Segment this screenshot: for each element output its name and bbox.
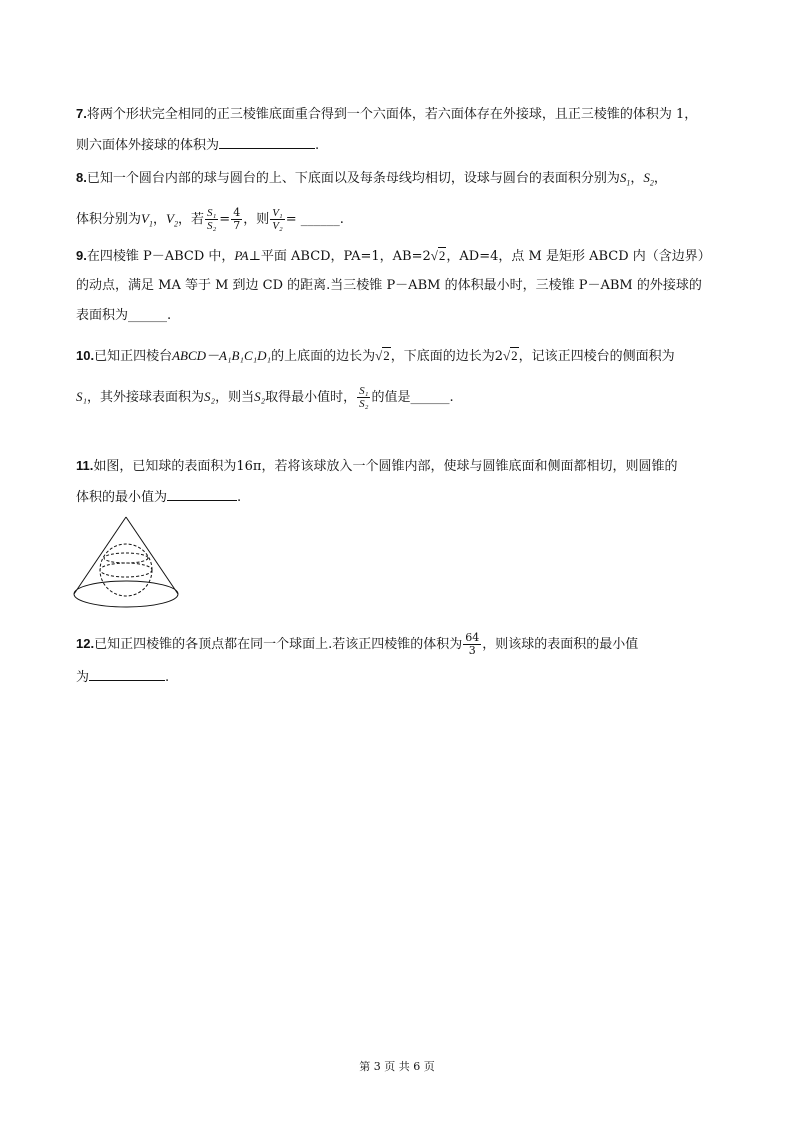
page-footer: 第 3 页 共 6 页 [359,1060,435,1073]
period: . [237,490,242,505]
question-text: 表面积为______. [76,308,172,323]
math-s2: S₂ [204,389,216,404]
question-text: ，则 [243,212,270,227]
coefficient: 2 [494,349,504,364]
comma: ， [653,171,667,186]
sqrt-2: √2 [430,248,446,263]
question-text: ，则当 [215,390,255,405]
question-text: 体积分别为 [76,212,142,227]
question-10-line-1 [76,346,675,367]
question-text: 取得最小值时， [265,390,357,405]
fraction-s1-s2: $\frac{\text{S₁}}{\text{S₂}}$ [206,207,217,232]
question-12-line-2 [76,666,169,688]
sqrt-2: √2 [503,348,518,363]
answer-blank [89,666,165,681]
question-8-line-2: 体积分别为$V_1$，$V_2$，若 $\frac{\text{S₁}}{\text{S₂}}$ = $\frac{4}{7}$ ，则 $\frac{\text{V₁}}{\text{V₂}}$ = ______. [76,206,344,232]
question-7-line-1 [76,104,697,125]
question-text: 已知正四棱锥的各顶点都在同一个球面上.若该正四棱锥的体积为 [94,637,463,652]
question-text: 体积的最小值为 [76,490,168,505]
fraction-s1-s2: $\frac{\text{S₁}}{\text{S₂}}$ [359,385,369,410]
coefficient: 2 [422,249,431,264]
question-text: 的动点，满足 MA 等于 M 到边 CD 的距离.当三棱锥 P－ABM 的体积最小时，三棱锥 P－ABM 的外接球的 [76,278,702,293]
question-text: 的值是______. [371,390,454,405]
answer-blank [219,134,315,149]
question-text: 则六面体外接球的体积为 [76,138,220,153]
sqrt-2: √2 [375,348,390,363]
question-12-line-1 [76,632,638,657]
question-8-line-1 [76,168,667,194]
period: . [315,138,320,153]
question-text: ，下底面的边长为 [390,349,495,364]
cone-diagram [70,514,182,612]
question-11-line-2 [76,486,241,508]
question-text: ，若 [177,212,204,227]
question-9-line-3 [76,306,171,326]
math-frustum: ABCD－A₁B₁C₁D₁ [172,348,272,363]
cone-sphere-figure [70,514,182,616]
question-number: 10. [76,348,95,363]
math-v1: $V_1$ [141,211,153,229]
answer-blank-text: = ______. [285,212,344,227]
math-s1: S₁ [76,389,88,404]
question-text: 平面 ABCD，PA=1，AB= [260,249,423,264]
math-pa: PA [234,248,249,263]
question-text: ，其外接球表面积为 [87,390,205,405]
equals: = [219,212,231,227]
math-v2: $V_2$ [165,211,178,229]
math-s2: $S_2$ [643,170,654,188]
question-text: 如图，已知球的表面积为16π，若将该球放入一个圆锥内部，使球与圆锥底面和侧面都相切，则圆锥的 [93,459,678,474]
question-number: 11. [76,458,94,473]
answer-blank [167,486,237,501]
fraction-64-3: $\frac{64}{3}$ [465,631,480,657]
question-text: 将两个形状完全相同的正三棱锥底面重合得到一个六面体，若六面体存在外接球，且正三棱锥的体积为 1， [86,107,698,122]
question-number: 8. [76,170,87,185]
math-s2: S₂ [254,389,266,404]
fraction-4-7: $\frac{4}{7}$ [233,206,241,232]
question-number: 9. [76,248,87,263]
math-s1: $S_1$ [619,170,631,188]
question-text: ，AD=4，点 M 是矩形 ABCD 内（含边界） [446,249,711,264]
question-text: ，则该球的表面积的最小值 [482,637,639,652]
question-text: ，记该正四棱台的侧面积为 [518,349,675,364]
question-number: 12. [76,636,95,651]
comma: ， [630,171,644,186]
period: . [165,670,170,685]
question-9-line-1 [76,246,711,267]
question-text: 已知一个圆台内部的球与圆台的上、下底面以及每条母线均相切，设球与圆台的表面积分别为 [86,171,620,186]
question-11-line-1 [76,456,677,477]
question-10-line-2 [76,385,454,410]
question-number: 7. [76,106,87,121]
question-text: 的上底面的边长为 [271,349,376,364]
question-text: 已知正四棱台 [94,349,173,364]
question-text: 在四棱锥 P－ABCD 中， [86,249,235,264]
fraction-v1-v2: $\frac{\text{V₁}}{\text{V₂}}$ [272,207,283,232]
question-9-line-2 [76,276,702,296]
question-7-line-2 [76,134,319,156]
perpendicular-symbol: ⊥ [248,249,261,264]
question-text: 为 [76,670,90,685]
